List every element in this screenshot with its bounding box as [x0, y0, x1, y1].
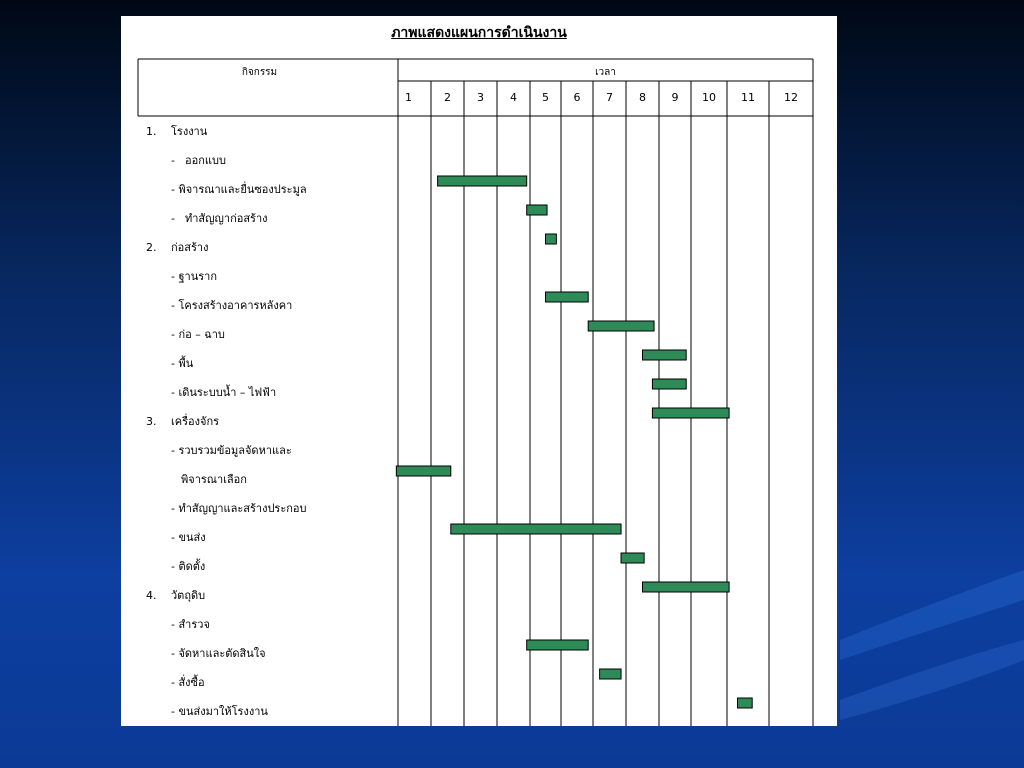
activity-label: - รวบรวมข้อมูลจัดหาและ	[171, 444, 292, 457]
activity-label: - ฐานราก	[171, 270, 217, 283]
activity-label: - ขนส่ง	[171, 531, 206, 544]
period-label: 1	[405, 91, 412, 104]
activity-number: 3.	[146, 415, 157, 428]
activity-label: ออกแบบ	[185, 154, 226, 167]
period-label: 5	[542, 91, 549, 104]
gantt-bar	[600, 669, 621, 679]
period-label: 8	[639, 91, 646, 104]
activity-label: - พิจารณาและยื่นซองประมูล	[171, 183, 307, 196]
gantt-bar	[738, 698, 753, 708]
gantt-bar	[643, 582, 730, 592]
activity-number: -	[171, 154, 175, 167]
gantt-grid	[121, 16, 837, 726]
gantt-bar	[643, 350, 687, 360]
activity-label: - เดินระบบน้ำ – ไฟฟ้า	[171, 386, 277, 399]
gantt-bar	[652, 408, 729, 418]
activity-label: - ทำสัญญาและสร้างประกอบ	[171, 502, 307, 515]
time-header: เวลา	[595, 67, 616, 78]
gantt-bar	[451, 524, 621, 534]
activity-label: - สั่งซื้อ	[171, 676, 205, 689]
period-label: 9	[671, 91, 679, 104]
activity-section: โรงงาน	[171, 125, 208, 138]
activity-section: วัตถุดิบ	[171, 589, 206, 602]
activity-number: 1.	[146, 125, 157, 138]
activity-label: - โครงสร้างอาคารหลังคา	[171, 299, 293, 312]
period-label: 4	[510, 91, 517, 104]
gantt-bar	[621, 553, 644, 563]
activity-label: - จัดหาและตัดสินใจ	[171, 647, 266, 660]
activity-label: พิจารณาเลือก	[181, 473, 247, 486]
period-label: 3	[477, 91, 484, 104]
period-label: 10	[702, 91, 716, 104]
activity-header: กิจกรรม	[241, 67, 278, 78]
chart-title: ภาพแสดงแผนการดำเนินงาน	[391, 25, 567, 41]
gantt-bar	[438, 176, 527, 186]
gantt-bar	[652, 379, 686, 389]
activity-label: - ขนส่งมาให้โรงงาน	[171, 705, 268, 718]
activity-label: - พื้น	[171, 357, 194, 370]
gantt-bar	[527, 205, 547, 215]
activity-number: 2.	[146, 241, 157, 254]
activity-number: -	[171, 212, 175, 225]
gantt-bar	[588, 321, 654, 331]
activity-section: ก่อสร้าง	[171, 241, 209, 254]
activity-label: - สำรวจ	[171, 618, 210, 631]
period-label: 7	[606, 91, 613, 104]
activity-label: ทำสัญญาก่อสร้าง	[185, 212, 268, 225]
activity-number: 4.	[146, 589, 157, 602]
period-label: 6	[573, 91, 581, 104]
period-label: 12	[784, 91, 798, 104]
gantt-bar	[546, 234, 557, 244]
activity-label: - ก่อ – ฉาบ	[171, 328, 225, 341]
gantt-bar	[396, 466, 450, 476]
gantt-chart	[121, 16, 837, 726]
gantt-bar	[527, 640, 589, 650]
activity-label: - ติดตั้ง	[171, 560, 206, 573]
period-label: 2	[444, 91, 451, 104]
period-label: 11	[741, 91, 755, 104]
gantt-bar	[546, 292, 589, 302]
activity-section: เครื่องจักร	[171, 415, 220, 428]
